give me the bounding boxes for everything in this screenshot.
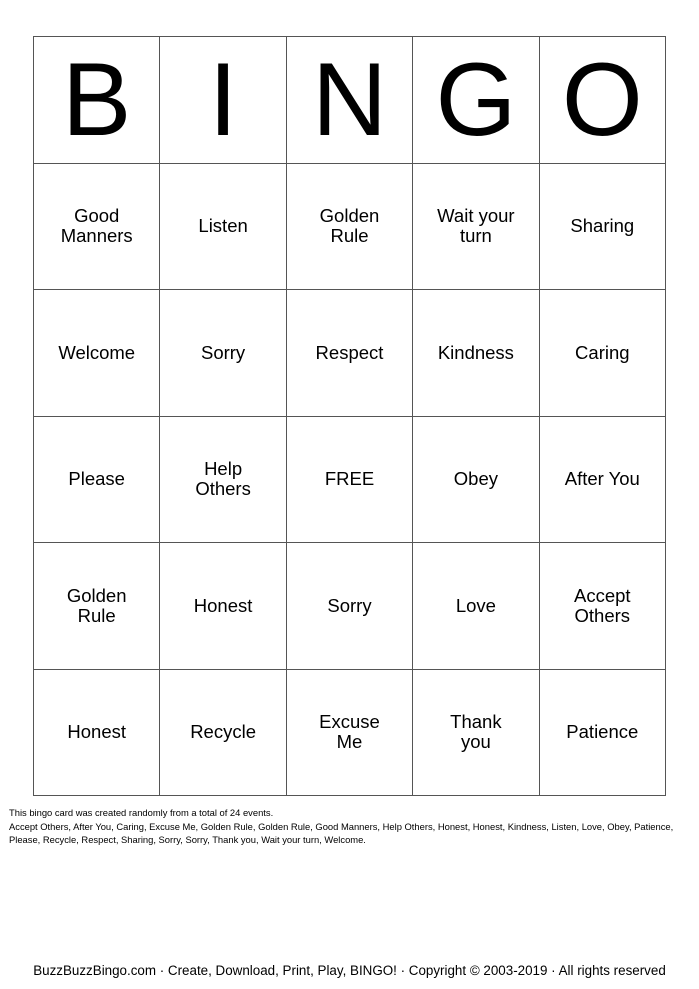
bingo-cell: Please xyxy=(34,417,160,544)
bingo-cell: Golden Rule xyxy=(287,164,413,291)
header-letter-b: B xyxy=(34,37,160,164)
site-footer: BuzzBuzzBingo.com · Create, Download, Print, Play, BINGO! · Copyright © 2003-2019 · All rights reserved xyxy=(33,963,666,978)
bingo-cell: After You xyxy=(540,417,666,544)
bingo-cell: Thank you xyxy=(413,670,539,797)
note-line: Please, Recycle, Respect, Sharing, Sorry, Sorry, Thank you, Wait your turn, Welcome. xyxy=(9,834,366,845)
bingo-cell: Good Manners xyxy=(34,164,160,291)
note-line: Accept Others, After You, Caring, Excuse Me, Golden Rule, Golden Rule, Good Manners, Help Others, Honest, Honest, Kindness, Listen, Love, Obey, Patience, xyxy=(9,820,674,832)
header-letter-n: N xyxy=(287,37,413,164)
header-letter-i: I xyxy=(160,37,286,164)
bingo-cell: Honest xyxy=(160,543,286,670)
bingo-cell: Wait your turn xyxy=(413,164,539,291)
bingo-cell: Caring xyxy=(540,290,666,417)
bingo-cell: Help Others xyxy=(160,417,286,544)
note-line: This bingo card was created randomly from a total of 24 events. xyxy=(9,807,274,818)
bingo-cell: Sharing xyxy=(540,164,666,291)
free-cell: FREE xyxy=(287,417,413,544)
header-letter-g: G xyxy=(413,37,539,164)
bingo-cell: Accept Others xyxy=(540,543,666,670)
header-letter-o: O xyxy=(540,37,666,164)
bingo-cell: Kindness xyxy=(413,290,539,417)
bingo-cell: Listen xyxy=(160,164,286,291)
bingo-cell: Golden Rule xyxy=(34,543,160,670)
bingo-cell: Sorry xyxy=(160,290,286,417)
bingo-cell: Love xyxy=(413,543,539,670)
bingo-cell: Obey xyxy=(413,417,539,544)
card-generation-note xyxy=(9,806,693,847)
bingo-cell: Respect xyxy=(287,290,413,417)
bingo-card xyxy=(33,36,666,796)
bingo-cell: Welcome xyxy=(34,290,160,417)
bingo-cell: Sorry xyxy=(287,543,413,670)
bingo-cell: Honest xyxy=(34,670,160,797)
bingo-cell: Patience xyxy=(540,670,666,797)
bingo-cell: Excuse Me xyxy=(287,670,413,797)
bingo-cell: Recycle xyxy=(160,670,286,797)
